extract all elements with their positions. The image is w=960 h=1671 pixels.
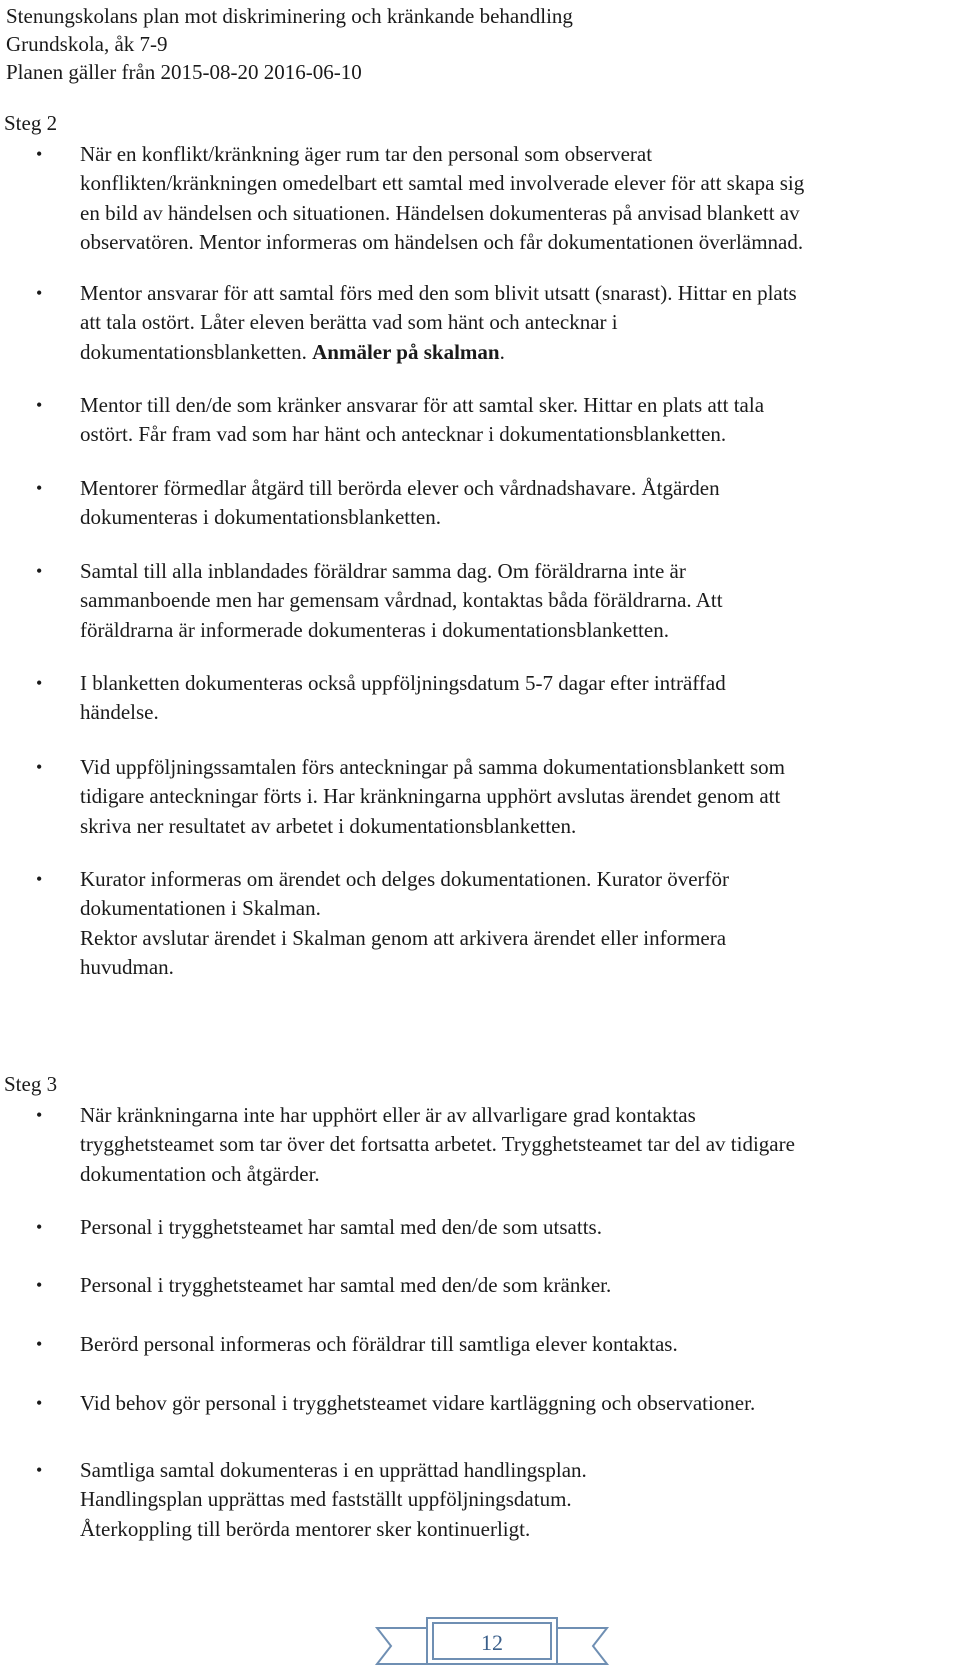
item-line: händelse. <box>80 700 159 725</box>
item-line: konflikten/kränkningen omedelbart ett samtal med involverade elever för att skapa sig <box>80 171 805 196</box>
bullet-icon: • <box>36 1460 43 1480</box>
bullet-icon: • <box>36 1217 43 1237</box>
item-line: När en konflikt/kränkning äger rum tar den personal som observerat <box>80 142 653 166</box>
item-line: ostört. Får fram vad som har hänt och antecknar i dokumentationsblanketten. <box>80 422 727 447</box>
steg2-label: Steg 2 <box>4 111 58 135</box>
bullet-icon: • <box>36 283 43 303</box>
item-line: Personal i trygghetsteamet har samtal med den/de som kränker. <box>80 1273 612 1297</box>
page-number-badge <box>367 1614 617 1670</box>
header-validity: Planen gäller från 2015-08-20 2016-06-10 <box>6 60 362 84</box>
document-header <box>6 2 573 86</box>
item-line: Personal i trygghetsteamet har samtal med den/de som utsatts. <box>80 1215 602 1239</box>
item-line: huvudman. <box>80 954 174 979</box>
item-line: Handlingsplan upprättas med fastställt uppföljningsdatum. <box>80 1487 572 1512</box>
item-line <box>80 338 940 367</box>
item-line: observatören. Mentor informeras om händelsen och får dokumentationen överlämnad. <box>80 229 804 254</box>
bullet-icon: • <box>36 673 43 693</box>
bullet-icon: • <box>36 395 43 415</box>
item-line: I blanketten dokumenteras också uppföljningsdatum 5-7 dagar efter inträffad <box>80 671 726 695</box>
bullet-icon: • <box>36 478 43 498</box>
item-line: dokumentation och åtgärder. <box>80 1161 320 1186</box>
item-line: Mentor ansvarar för att samtal förs med den som blivit utsatt (snarast). Hittar en plats <box>80 281 797 305</box>
item-line: sammanboende men har gemensam vårdnad, kontaktas båda föräldrarna. Att <box>80 588 723 613</box>
item-line: Vid behov gör personal i trygghetsteamet vidare kartläggning och observationer. <box>80 1391 756 1415</box>
item-line: dokumentationen i Skalman. <box>80 896 321 921</box>
bullet-icon: • <box>36 1105 43 1125</box>
item-line: Vid uppföljningssamtalen förs anteckningar på samma dokumentationsblankett som <box>80 755 786 779</box>
report-to-skalman: Anmäler på skalman <box>312 339 500 364</box>
bullet-icon: • <box>36 144 43 164</box>
bullet-icon: • <box>36 869 43 889</box>
item-line: Återkoppling till berörda mentorer sker kontinuerligt. <box>80 1516 531 1541</box>
bullet-icon: • <box>36 561 43 581</box>
item-line: trygghetsteamet som tar över det fortsatta arbetet. Trygghetsteamet tar del av tidigare <box>80 1132 795 1157</box>
header-title: Stenungskolans plan mot diskriminering och kränkande behandling <box>6 4 573 28</box>
item-line-text: dokumentationsblanketten. <box>80 339 307 364</box>
item-line: en bild av händelsen och situationen. Händelsen dokumenteras på anvisad blankett av <box>80 200 800 225</box>
item-line: att tala ostört. Låter eleven berätta vad som hänt och antecknar i <box>80 310 618 335</box>
item-line: Kurator informeras om ärendet och delges dokumentationen. Kurator överför <box>80 867 730 891</box>
item-line: skriva ner resultatet av arbetet i dokumentationsblanketten. <box>80 813 577 838</box>
item-line: dokumenteras i dokumentationsblanketten. <box>80 505 441 530</box>
item-line: föräldrarna är informerade dokumenteras i dokumentationsblanketten. <box>80 617 669 642</box>
item-line: Samtliga samtal dokumenteras i en upprättad handlingsplan. <box>80 1458 587 1482</box>
bullet-icon: • <box>36 1334 43 1354</box>
header-school-level: Grundskola, åk 7-9 <box>6 32 168 56</box>
item-line: Rektor avslutar ärendet i Skalman genom att arkivera ärendet eller informera <box>80 925 727 950</box>
item-line: Samtal till alla inblandades föräldrar samma dag. Om föräldrarna inte är <box>80 559 686 583</box>
bullet-icon: • <box>36 1275 43 1295</box>
item-line: Mentorer förmedlar åtgärd till berörda elever och vårdnadshavare. Åtgärden <box>80 476 720 500</box>
bullet-icon: • <box>36 757 43 777</box>
page-number: 12 <box>481 1630 503 1655</box>
item-line: tidigare anteckningar förts i. Har kränkningarna upphört avslutas ärendet genom att <box>80 784 781 809</box>
bullet-icon: • <box>36 1393 43 1413</box>
item-line: Mentor till den/de som kränker ansvarar för att samtal sker. Hittar en plats att tala <box>80 393 765 417</box>
steg3-label: Steg 3 <box>4 1072 58 1096</box>
item-line: När kränkningarna inte har upphört eller är av allvarligare grad kontaktas <box>80 1103 696 1127</box>
item-line-suffix: . <box>499 339 505 364</box>
item-line: Berörd personal informeras och föräldrar till samtliga elever kontaktas. <box>80 1332 678 1356</box>
